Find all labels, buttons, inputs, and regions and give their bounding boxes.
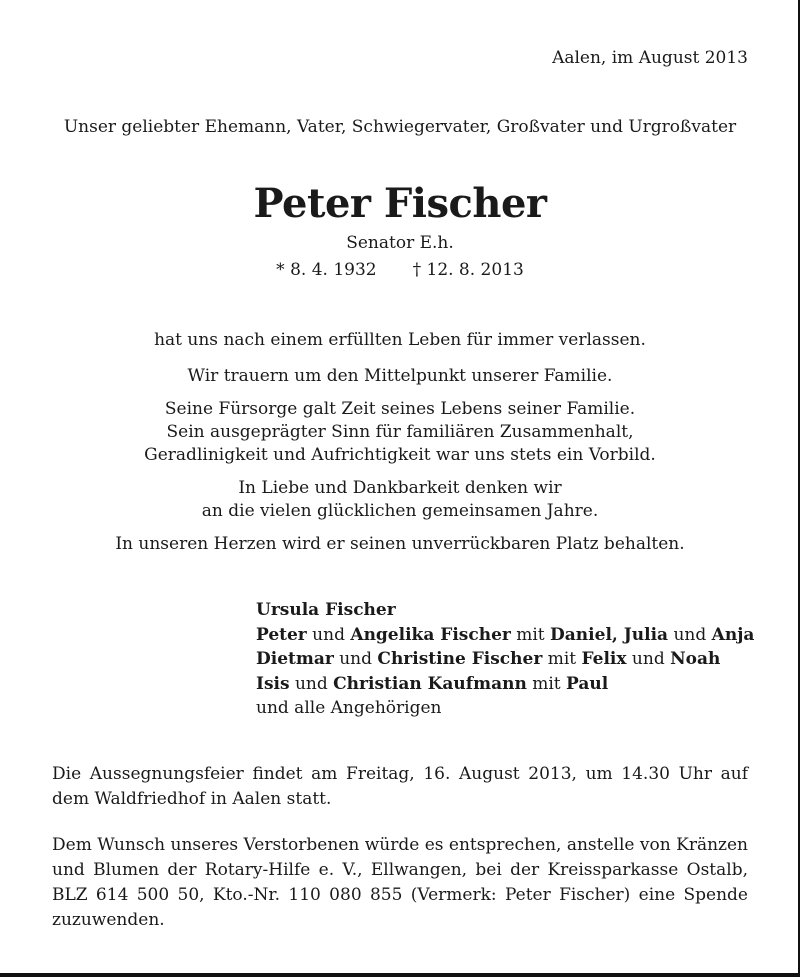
relation-line: Unser geliebter Ehemann, Vater, Schwiegervater, Großvater und Urgroßvater — [63, 117, 737, 137]
birth-date: * 8. 4. 1932 — [276, 260, 377, 280]
verse-4: Sein ausgeprägter Sinn für familiären Zusammenhalt, — [166, 422, 634, 442]
verse-7: an die vielen glücklichen gemeinsamen Jahre. — [201, 501, 599, 521]
deceased-title: Senator E.h. — [346, 233, 454, 253]
mourner-line: und alle Angehörigen — [256, 698, 442, 718]
verse-3: Seine Fürsorge galt Zeit seines Lebens seiner Familie. — [164, 399, 636, 419]
mourner-line: Ursula Fischer — [256, 600, 396, 620]
donation-info: Dem Wunsch unseres Verstorbenen würde es entsprechen, anstelle von Kränzen und Blumen der Rotary-Hilfe e. V., Ellwangen, bei der Kreissparkasse Ostalb, BLZ 614 500 50, Kto.-Nr. 110 080 855 (Vermerk: Peter Fischer) eine Spende zuzuwenden. — [52, 835, 748, 930]
mourner-line: Isis und Christian Kaufmann mit Paul — [256, 673, 609, 694]
verse-5: Geradlinigkeit und Aufrichtigkeit war uns stets ein Vorbild. — [144, 445, 656, 465]
deceased-name: Peter Fischer — [253, 180, 547, 227]
verse-1: hat uns nach einem erfüllten Leben für immer verlassen. — [154, 330, 646, 350]
life-dates — [0, 260, 800, 280]
funeral-info: Die Aussegnungsfeier findet am Freitag, 16. August 2013, um 14.30 Uhr auf dem Waldfriedhof in Aalen statt. — [52, 764, 748, 809]
verse-2: Wir trauern um den Mittelpunkt unserer Familie. — [187, 366, 613, 386]
death-date: † 12. 8. 2013 — [412, 260, 524, 280]
verse-8: In unseren Herzen wird er seinen unverrückbaren Platz behalten. — [115, 534, 685, 554]
verse-6: In Liebe und Dankbarkeit denken wir — [238, 478, 562, 498]
mourner-line: Dietmar und Christine Fischer mit Felix und Noah — [256, 649, 721, 669]
mourners-list — [256, 598, 754, 721]
mourner-line: Peter und Angelika Fischer mit Daniel, Julia und Anja — [256, 624, 755, 645]
place-date: Aalen, im August 2013 — [552, 48, 748, 68]
